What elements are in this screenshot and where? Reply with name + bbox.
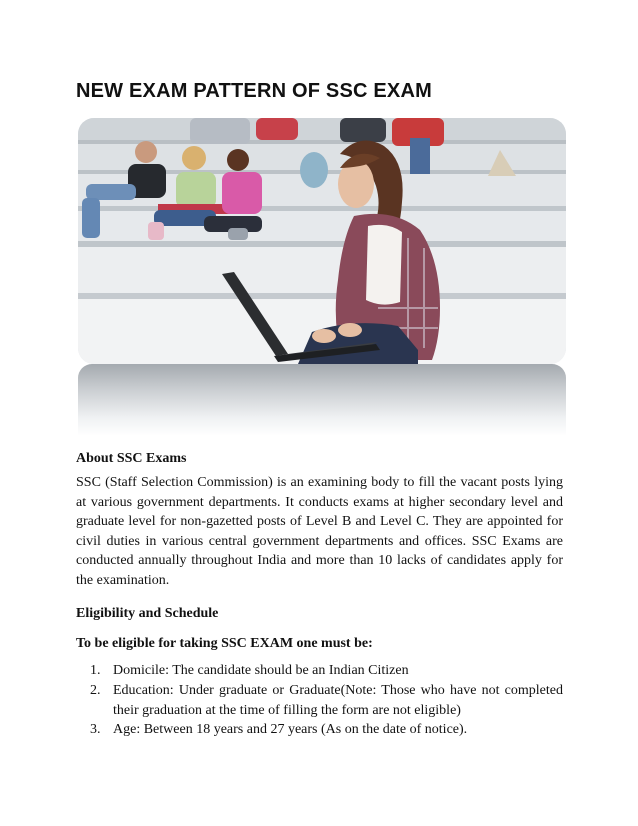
about-paragraph: SSC (Staff Selection Commission) is an examining body to fill the vacant posts lying at various government departments. It conducts exams at higher secondary level and graduate level for non-gazetted posts of Level B and Level C. They are appointed for civil duties in various central government departments and offices. SSC Exams are conducted annually throughout India and more than 10 lacks of candidates apply for the examination. xyxy=(76,475,563,588)
list-item-text: Education: Under graduate or Graduate(Note: Those who have not completed their graduation at the time of filling the form are not eligible) xyxy=(113,682,563,718)
list-item xyxy=(90,720,563,740)
about-heading: About SSC Exams xyxy=(76,451,187,466)
student-laptop-photo xyxy=(78,118,566,364)
eligibility-heading: Eligibility and Schedule xyxy=(76,606,219,621)
list-item-text: Age: Between 18 years and 27 years (As on the date of notice). xyxy=(113,722,468,738)
list-item-number: 2. xyxy=(90,682,101,698)
photo-reflection xyxy=(78,364,566,436)
eligibility-intro: To be eligible for taking SSC EXAM one must be: xyxy=(76,636,373,651)
list-item-number: 3. xyxy=(90,722,101,738)
list-item-number: 1. xyxy=(90,663,101,678)
list-item xyxy=(90,661,563,681)
document-title: NEW EXAM PATTERN OF SSC EXAM xyxy=(76,80,432,102)
list-item xyxy=(90,681,563,721)
list-item-text: Domicile: The candidate should be an Indian Citizen xyxy=(113,663,409,678)
eligibility-list xyxy=(90,661,563,740)
